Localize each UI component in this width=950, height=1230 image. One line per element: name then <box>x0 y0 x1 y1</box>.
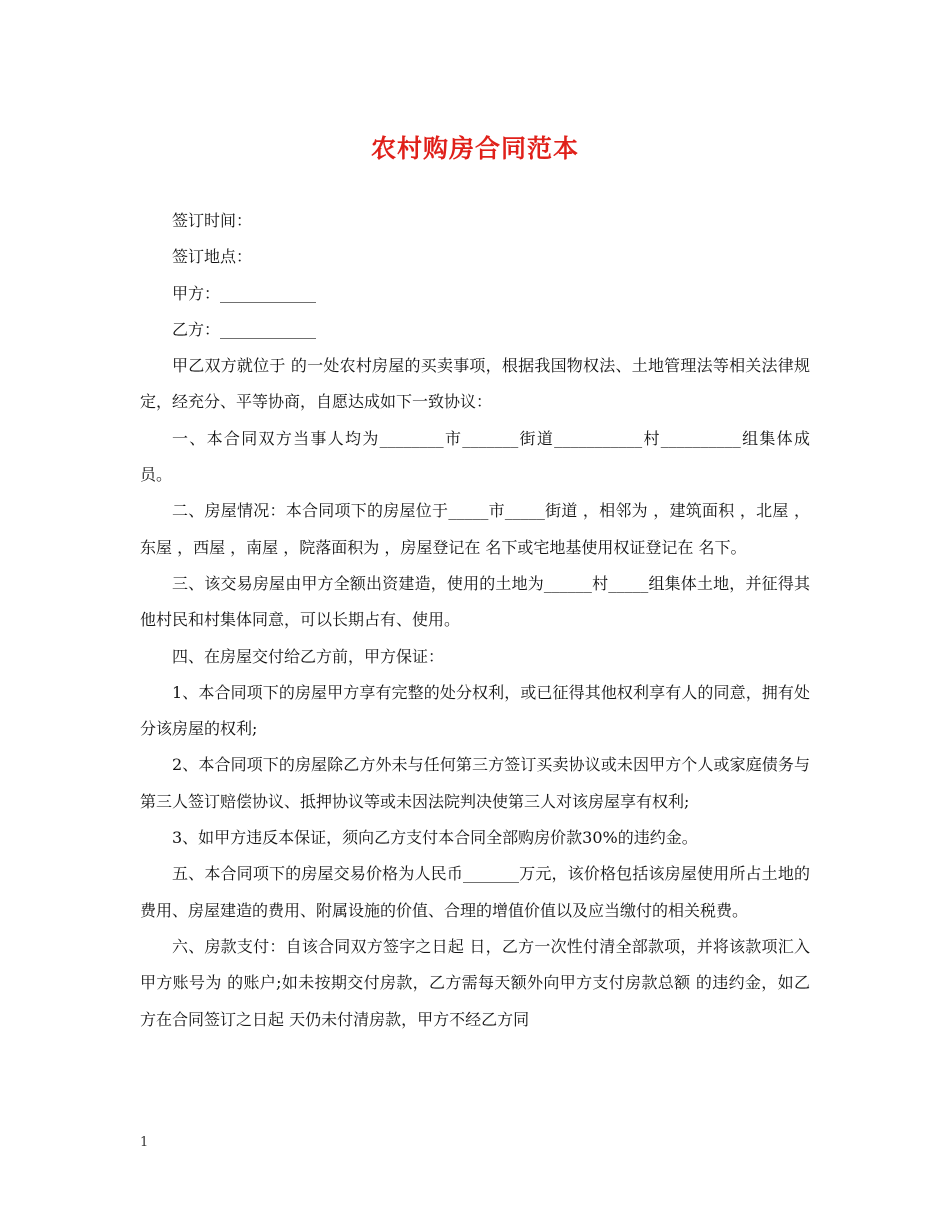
signing-time-line: 签订时间： <box>172 211 253 230</box>
party-b-line: 乙方：____________ <box>172 319 317 339</box>
party-a-line: 甲方：____________ <box>172 283 317 303</box>
signing-place-line: 签订地点： <box>172 247 253 267</box>
clause-4-paragraph: 四、在房屋交付给乙方前，甲方保证： <box>172 646 445 666</box>
clause-1-paragraph: 一、本合同双方当事人均为________市_______街道___________村__________组集体成员。 <box>140 428 810 485</box>
document-body <box>140 203 810 1038</box>
clause-4-item-2: 2、本合同项下的房屋除乙方外未与任何第三方签订买卖协议或未因甲方个人或家庭债务与第三人签订赔偿协议、抵押协议等或未因法院判决使第三人对该房屋享有权利; <box>140 755 810 811</box>
clause-4-item-1: 1、本合同项下的房屋甲方享有完整的处分权利，或已征得其他权利享有人的同意，拥有处分该房屋的权利; <box>140 682 810 739</box>
clause-6-paragraph: 六、房款支付：自该合同双方签字之日起 日，乙方一次性付清全部款项，并将该款项汇入甲方账号为 的账户;如未按期交付房款，乙方需每天额外向甲方支付房款总额 的违约金，如乙方在合同签订之日起 天仍未付清房款，甲方不经乙方同 <box>140 936 810 1029</box>
preamble-paragraph: 甲乙双方就位于 的一处农村房屋的买卖事项，根据我国物权法、土地管理法等相关法律规定，经充分、平等协商，自愿达成如下一致协议： <box>140 356 810 412</box>
clause-4-item-3: 3、如甲方违反本保证，须向乙方支付本合同全部购房价款30%的违约金。 <box>172 828 698 848</box>
page-number: 1 <box>140 1135 149 1150</box>
clause-2-paragraph: 二、房屋情况：本合同项下的房屋位于_____市_____街道 ，相邻为 ，建筑面积 ，北屋 ，东屋 ，西屋 ，南屋 ，院落面积为 ，房屋登记在 名下或宅地基使用权证登记在 名下。 <box>140 501 810 557</box>
clause-5-paragraph: 五、本合同项下的房屋交易价格为人民币_______万元，该价格包括该房屋使用所占土地的费用、房屋建造的费用、附属设施的价值、合理的增值价值以及应当缴付的相关税费。 <box>140 864 810 920</box>
document-title: 农村购房合同范本 <box>370 134 579 163</box>
clause-3-paragraph: 三、该交易房屋由甲方全额出资建造，使用的土地为______村_____组集体土地，并征得其他村民和村集体同意，可以长期占有、使用。 <box>140 573 810 630</box>
